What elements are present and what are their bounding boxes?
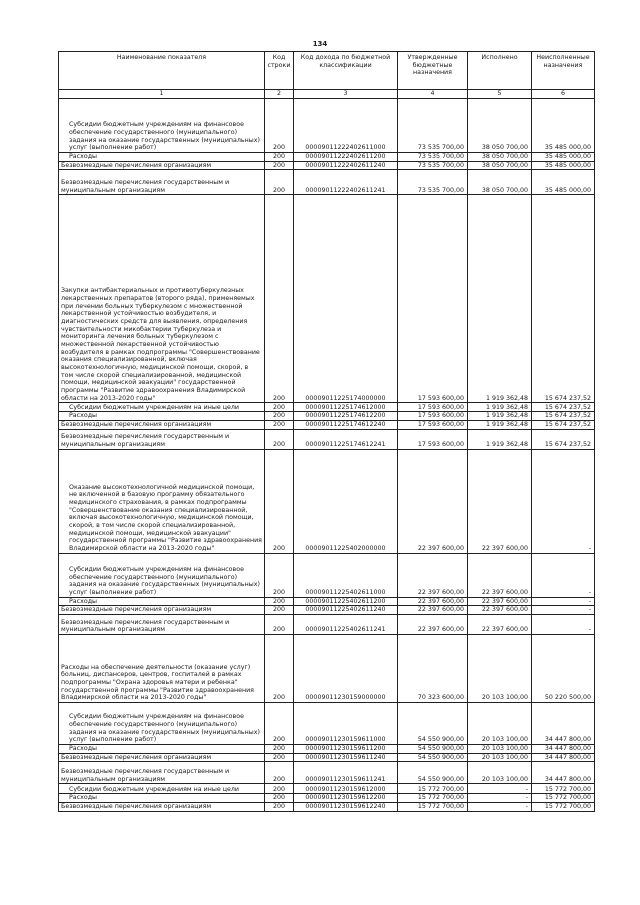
row-name: Безвозмездные перечисления государственным и муниципальным организациям [59, 429, 265, 449]
row-executed: 38 050 700,00 [468, 153, 532, 162]
table-row [59, 403, 595, 412]
row-executed: - [468, 784, 532, 794]
row-code: 200 [265, 153, 294, 162]
row-name: Безвозмездные перечисления государственным и муниципальным организациям [59, 762, 265, 784]
row-income-code: 00009011225174612000 [294, 403, 398, 412]
budget-execution-table [58, 51, 595, 812]
row-income-code: 00009011225402611241 [294, 615, 398, 635]
row-income-code: 00009011222402611240 [294, 161, 398, 170]
row-income-code: 00009011230159000000 [294, 635, 398, 703]
table-row [59, 170, 595, 195]
table-row [59, 161, 595, 170]
table-row [59, 615, 595, 635]
col-num-2: 2 [265, 90, 294, 99]
header-row [59, 52, 595, 90]
row-code: 200 [265, 615, 294, 635]
table-row [59, 449, 595, 553]
row-unexecuted: 34 447 800,00 [532, 745, 595, 754]
row-approved: 73 535 700,00 [398, 99, 468, 153]
table-row [59, 553, 595, 597]
table-row [59, 195, 595, 403]
row-approved: 73 535 700,00 [398, 161, 468, 170]
row-unexecuted: - [532, 449, 595, 553]
row-income-code: 00009011225402611200 [294, 597, 398, 606]
row-code: 200 [265, 803, 294, 812]
row-income-code: 00009011230159611240 [294, 753, 398, 762]
row-name: Расходы [59, 794, 265, 803]
row-executed: 38 050 700,00 [468, 99, 532, 153]
row-executed: - [468, 803, 532, 812]
row-unexecuted: 50 220 500,00 [532, 635, 595, 703]
row-income-code: 00009011230159612240 [294, 803, 398, 812]
row-unexecuted: 35 485 000,00 [532, 153, 595, 162]
row-executed: 22 397 600,00 [468, 553, 532, 597]
header-indicator-name: Наименование показателя [59, 52, 265, 90]
row-income-code: 00009011225402611000 [294, 553, 398, 597]
row-approved: 17 593 600,00 [398, 412, 468, 421]
row-unexecuted: - [532, 553, 595, 597]
row-executed: 20 103 100,00 [468, 753, 532, 762]
row-income-code: 00009011225174612200 [294, 412, 398, 421]
table-row [59, 803, 595, 812]
row-unexecuted: 15 674 237,52 [532, 412, 595, 421]
row-unexecuted: - [532, 615, 595, 635]
table-row [59, 794, 595, 803]
row-income-code: 00009011230159612000 [294, 784, 398, 794]
row-name: Расходы [59, 745, 265, 754]
row-executed: 20 103 100,00 [468, 762, 532, 784]
table-row [59, 703, 595, 745]
row-approved: 15 772 700,00 [398, 803, 468, 812]
row-approved: 15 772 700,00 [398, 794, 468, 803]
row-unexecuted: 15 772 700,00 [532, 794, 595, 803]
table-row [59, 153, 595, 162]
table-row [59, 784, 595, 794]
row-income-code: 00009011225402000000 [294, 449, 398, 553]
row-approved: 17 593 600,00 [398, 429, 468, 449]
row-code: 200 [265, 635, 294, 703]
row-code: 200 [265, 745, 294, 754]
table-row [59, 421, 595, 430]
row-approved: 22 397 600,00 [398, 553, 468, 597]
row-approved: 17 593 600,00 [398, 421, 468, 430]
table-row [59, 753, 595, 762]
row-executed: 22 397 600,00 [468, 597, 532, 606]
row-income-code: 00009011225174612240 [294, 421, 398, 430]
table-row [59, 606, 595, 615]
row-unexecuted: 15 772 700,00 [532, 784, 595, 794]
row-unexecuted: 34 447 800,00 [532, 703, 595, 745]
row-executed: 1 919 362,48 [468, 195, 532, 403]
row-approved: 22 397 600,00 [398, 449, 468, 553]
row-unexecuted: 15 674 237,52 [532, 195, 595, 403]
row-name: Безвозмездные перечисления государственным и муниципальным организациям [59, 170, 265, 195]
row-name: Расходы [59, 597, 265, 606]
col-num-5: 5 [468, 90, 532, 99]
row-executed: 22 397 600,00 [468, 615, 532, 635]
row-income-code: 00009011225174000000 [294, 195, 398, 403]
row-code: 200 [265, 762, 294, 784]
table-row [59, 99, 595, 153]
table-row [59, 429, 595, 449]
row-income-code: 00009011222402611000 [294, 99, 398, 153]
page-number: 134 [312, 40, 328, 48]
row-code: 200 [265, 703, 294, 745]
row-executed: 20 103 100,00 [468, 745, 532, 754]
row-income-code: 00009011230159611000 [294, 703, 398, 745]
row-approved: 15 772 700,00 [398, 784, 468, 794]
row-unexecuted: - [532, 597, 595, 606]
row-name: Закупки антибактериальных и противотуберкулезных лекарственных препаратов (второго ряда), применяемых при лечении больных туберкулезом с множественной лекарственной устойчивостью возбудителя, и диагностических средств для выявления, определения чувствительности микобактерии туберкулеза и мониторинга лечения больных туберкулезом с множественной лекарственной устойчивостью возбудителя в рамках подпрограммы "Совершенствование оказания специализированной, включая высокотехнологичную, медицинской помощи, скорой, в том числе скорой специализированной, медицинской помощи, медицинской эвакуации" государственной программы "Развитие здравоохранения Владимирской области на 2013-2020 годы" [59, 195, 265, 403]
header-approved: Утвержденные бюджетные назначения [398, 52, 468, 90]
row-approved: 54 550 900,00 [398, 753, 468, 762]
row-name: Субсидии бюджетным учреждениям на иные цели [59, 403, 265, 412]
row-code: 200 [265, 553, 294, 597]
col-num-6: 6 [532, 90, 595, 99]
row-executed: 20 103 100,00 [468, 703, 532, 745]
row-name: Безвозмездные перечисления организациям [59, 753, 265, 762]
row-name: Безвозмездные перечисления организациям [59, 421, 265, 430]
row-code: 200 [265, 99, 294, 153]
row-executed: 38 050 700,00 [468, 161, 532, 170]
header-executed: Исполнено [468, 52, 532, 90]
row-code: 200 [265, 784, 294, 794]
table-row [59, 597, 595, 606]
row-name: Расходы [59, 153, 265, 162]
row-income-code: 00009011222402611241 [294, 170, 398, 195]
row-code: 200 [265, 412, 294, 421]
row-approved: 17 593 600,00 [398, 403, 468, 412]
row-approved: 54 550 900,00 [398, 745, 468, 754]
row-unexecuted: 15 772 700,00 [532, 803, 595, 812]
row-name: Расходы [59, 412, 265, 421]
row-name: Субсидии бюджетным учреждениям на финансовое обеспечение государственного (муниципального) задания на оказание государственных (муниципальных) услуг (выполнение работ) [59, 553, 265, 597]
row-income-code: 00009011230159611241 [294, 762, 398, 784]
row-income-code: 00009011225174612241 [294, 429, 398, 449]
row-executed: 22 397 600,00 [468, 449, 532, 553]
table-row [59, 745, 595, 754]
column-number-row [59, 90, 595, 99]
row-name: Субсидии бюджетным учреждениям на иные цели [59, 784, 265, 794]
row-executed: 22 397 600,00 [468, 606, 532, 615]
row-code: 200 [265, 449, 294, 553]
row-executed: 1 919 362,48 [468, 421, 532, 430]
row-name: Безвозмездные перечисления организациям [59, 803, 265, 812]
row-code: 200 [265, 753, 294, 762]
row-name: Расходы на обеспечение деятельности (оказание услуг) больниц, диспансеров, центров, госпиталей в рамках подпрограммы "Охрана здоровья матери и ребенка" государственной программы "Развитие здравоохранения Владимирской области на 2013-2020 годы" [59, 635, 265, 703]
table-row [59, 762, 595, 784]
col-num-4: 4 [398, 90, 468, 99]
row-unexecuted: 34 447 800,00 [532, 762, 595, 784]
row-name: Безвозмездные перечисления организациям [59, 606, 265, 615]
row-executed: 1 919 362,48 [468, 403, 532, 412]
row-name: Субсидии бюджетным учреждениям на финансовое обеспечение государственного (муниципального) задания на оказание государственных (муниципальных) услуг (выполнение работ) [59, 99, 265, 153]
row-approved: 54 550 900,00 [398, 703, 468, 745]
row-name: Безвозмездные перечисления государственным и муниципальным организациям [59, 615, 265, 635]
table-row [59, 412, 595, 421]
row-name: Оказание высокотехнологичной медицинской помощи, не включенной в базовую программу обязательного медицинского страхования, в рамках подпрограммы "Совершенствование оказания специализированной, включая высокотехнологичную, медицинской помощи, скорой, в том числе скорой специализированной, медицинской помощи, медицинской эвакуации" государственной программы "Развитие здравоохранения Владимирской области на 2013-2020 годы" [59, 449, 265, 553]
row-unexecuted: 35 485 000,00 [532, 99, 595, 153]
row-unexecuted: - [532, 606, 595, 615]
row-executed: 1 919 362,48 [468, 429, 532, 449]
row-unexecuted: 35 485 000,00 [532, 170, 595, 195]
row-code: 200 [265, 170, 294, 195]
row-executed: 38 050 700,00 [468, 170, 532, 195]
row-code: 200 [265, 794, 294, 803]
row-executed: 20 103 100,00 [468, 635, 532, 703]
row-approved: 17 593 600,00 [398, 195, 468, 403]
header-income-code: Код дохода по бюджетной классификации [294, 52, 398, 90]
row-approved: 70 323 600,00 [398, 635, 468, 703]
row-name: Безвозмездные перечисления организациям [59, 161, 265, 170]
row-approved: 22 397 600,00 [398, 597, 468, 606]
col-num-1: 1 [59, 90, 265, 99]
row-code: 200 [265, 421, 294, 430]
row-approved: 22 397 600,00 [398, 615, 468, 635]
row-income-code: 00009011222402611200 [294, 153, 398, 162]
row-approved: 73 535 700,00 [398, 170, 468, 195]
header-unexecuted: Неисполненные назначения [532, 52, 595, 90]
table-row [59, 635, 595, 703]
row-code: 200 [265, 606, 294, 615]
row-executed: 1 919 362,48 [468, 412, 532, 421]
row-unexecuted: 15 674 237,52 [532, 429, 595, 449]
row-approved: 54 550 900,00 [398, 762, 468, 784]
row-code: 200 [265, 429, 294, 449]
row-income-code: 00009011230159611200 [294, 745, 398, 754]
row-unexecuted: 34 447 800,00 [532, 753, 595, 762]
row-code: 200 [265, 161, 294, 170]
row-code: 200 [265, 403, 294, 412]
header-line-code: Код строки [265, 52, 294, 90]
row-name: Субсидии бюджетным учреждениям на финансовое обеспечение государственного (муниципального) задания на оказание государственных (муниципальных) услуг (выполнение работ) [59, 703, 265, 745]
row-unexecuted: 15 674 237,52 [532, 421, 595, 430]
row-approved: 22 397 600,00 [398, 606, 468, 615]
row-income-code: 00009011230159612200 [294, 794, 398, 803]
row-code: 200 [265, 597, 294, 606]
row-executed: - [468, 794, 532, 803]
row-approved: 73 535 700,00 [398, 153, 468, 162]
row-unexecuted: 15 674 237,52 [532, 403, 595, 412]
row-unexecuted: 35 485 000,00 [532, 161, 595, 170]
row-income-code: 00009011225402611240 [294, 606, 398, 615]
col-num-3: 3 [294, 90, 398, 99]
row-code: 200 [265, 195, 294, 403]
